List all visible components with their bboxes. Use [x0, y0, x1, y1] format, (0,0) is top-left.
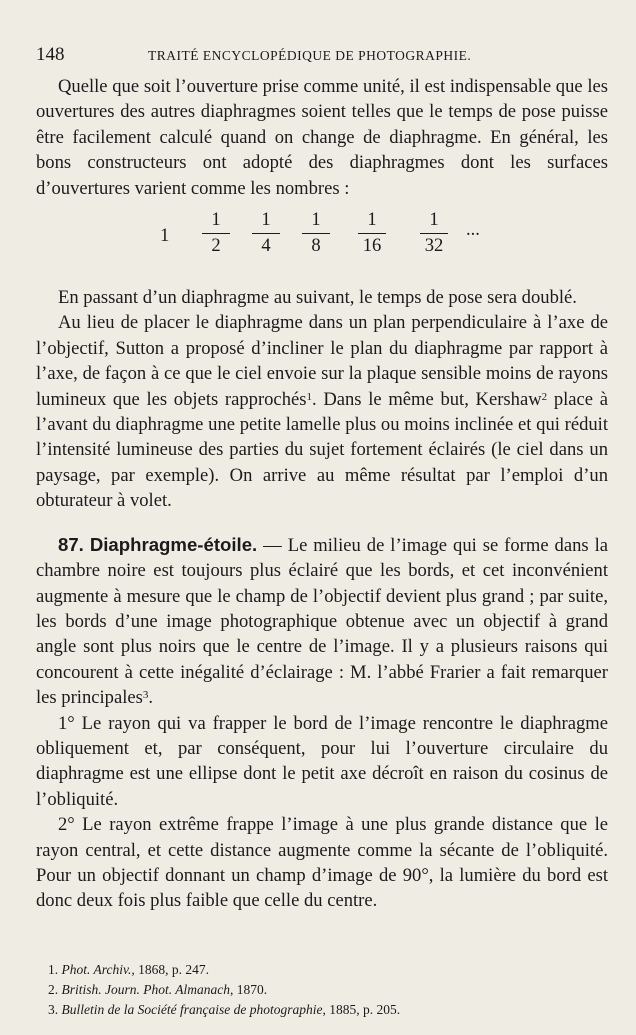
- page-number: 148: [36, 44, 65, 65]
- series-first-term: 1: [160, 225, 170, 247]
- point-two: 2° Le rayon extrême frappe l’image à une plus grande distance que le rayon central, et cette distance augmente comme la sécante de l’obliquité. Pour un objectif donnant un champ d’image de 90°, la lumière du bord est donc deux fois plus faible que celle du centre.: [36, 814, 608, 912]
- fraction-numerator: 1: [202, 209, 230, 234]
- paragraph-text: place à l’avant du diaphragme une petite lamelle plus ou moins inclinée et qui réduit l’intensité lumineuse des parties du sujet fortement éclairés (le ciel dans un paysage, par exemple). On arrive au même résultat par l’emploi d’un obturateur à volet.: [36, 388, 608, 512]
- footnote-number: 1.: [48, 962, 59, 977]
- fraction-thirty-second: [420, 209, 448, 257]
- running-title: TRAITÉ ENCYCLOPÉDIQUE DE PHOTOGRAPHIE.: [148, 48, 472, 63]
- footnote-ref: 2: [541, 390, 548, 403]
- paragraph-inclined-diaphragm: [36, 310, 608, 513]
- point-one: 1° Le rayon qui va frapper le bord de l’image rencontre le diaphragme obliquement et, par conséquent, pour lui l’ouverture circulaire du diaphragme est une ellipse dont le petit axe décroît en raison du cosinus de l’obliquité.: [36, 712, 608, 810]
- paragraph-text: . Dans le même but, Kershaw: [311, 388, 542, 410]
- fraction-numerator: 1: [358, 209, 386, 234]
- footnote-details: , 1870.: [230, 982, 268, 997]
- footnote-source: Phot. Archiv.: [61, 962, 132, 977]
- page-header: [36, 44, 606, 68]
- fraction-numerator: 1: [252, 209, 280, 234]
- paragraph-apertures: Quelle que soit l’ouverture prise comme unité, il est indispensable que les ouvertures des autres diaphragmes soient telles que le temps de pose puisse être facilement calculé quand on change de diaphragme. En général, les bons constructeurs ont adopté des diaphragmes dont les surfaces d’ouvertures varient comme les nombres :: [36, 76, 608, 199]
- fraction-denominator: 8: [311, 235, 321, 257]
- footnote-ref: 1: [306, 390, 312, 403]
- paragraph-text: Au lieu de placer le diaphragme dans un plan perpendiculaire à l’axe de l’objectif, Sutton a proposé d’incliner le plan du diaphragme par rapport à l’axe, de façon à ce que le ciel envoie sur la plaque sensible moins de rayons lumineux que les objets rapprochés: [36, 312, 608, 410]
- footnote: [48, 960, 608, 980]
- fraction-eighth: [302, 209, 330, 257]
- footnote-details: , 1885, p. 205.: [322, 1002, 401, 1017]
- footnote: [48, 1000, 608, 1020]
- fraction-sixteenth: [358, 209, 386, 257]
- section-text: — Le milieu de l’image qui se forme dans la chambre noire est toujours plus éclairé que les bords, et cet inconvénient augmente à mesure que le champ de l’objectif devient plus grand ; par suite, les bords d’une image photographique obtenue avec un objectif à grand angle sont plus noirs que le centre de l’image. Il y a plusieurs raisons qui concourent à cette inégalité d’éclairage : M. l’abbé Frarier a fait remarquer les principales: [36, 534, 608, 709]
- fraction-half: [202, 209, 230, 257]
- footnote-source: Bulletin de la Société française de photographie: [61, 1002, 323, 1017]
- section-87: [36, 532, 608, 711]
- fraction-denominator: 32: [424, 235, 444, 257]
- fraction-denominator: 2: [211, 235, 221, 257]
- footnote-ref: 3: [142, 689, 149, 702]
- fraction-numerator: 1: [302, 209, 330, 234]
- fraction-denominator: 4: [261, 235, 271, 257]
- footnote-number: 2.: [48, 982, 59, 997]
- footnote-source: British. Journ. Phot. Almanach: [61, 982, 230, 997]
- section-text: .: [148, 687, 154, 709]
- footnote-number: 3.: [48, 1002, 59, 1017]
- section-title: Diaphragme-étoile.: [89, 533, 258, 555]
- paragraph-doubling: En passant d’un diaphragme au suivant, le temps de pose sera doublé.: [58, 287, 577, 309]
- fraction-denominator: 16: [362, 235, 382, 257]
- series-ellipsis: ...: [466, 219, 480, 241]
- footnote: [48, 980, 608, 1000]
- footnotes: [48, 960, 608, 1020]
- fraction-numerator: 1: [420, 209, 448, 234]
- footnote-details: , 1868, p. 247.: [131, 962, 209, 977]
- fraction-quarter: [252, 209, 280, 257]
- section-number: 87.: [58, 533, 84, 555]
- aperture-series: [36, 207, 608, 273]
- page-body: [36, 74, 608, 914]
